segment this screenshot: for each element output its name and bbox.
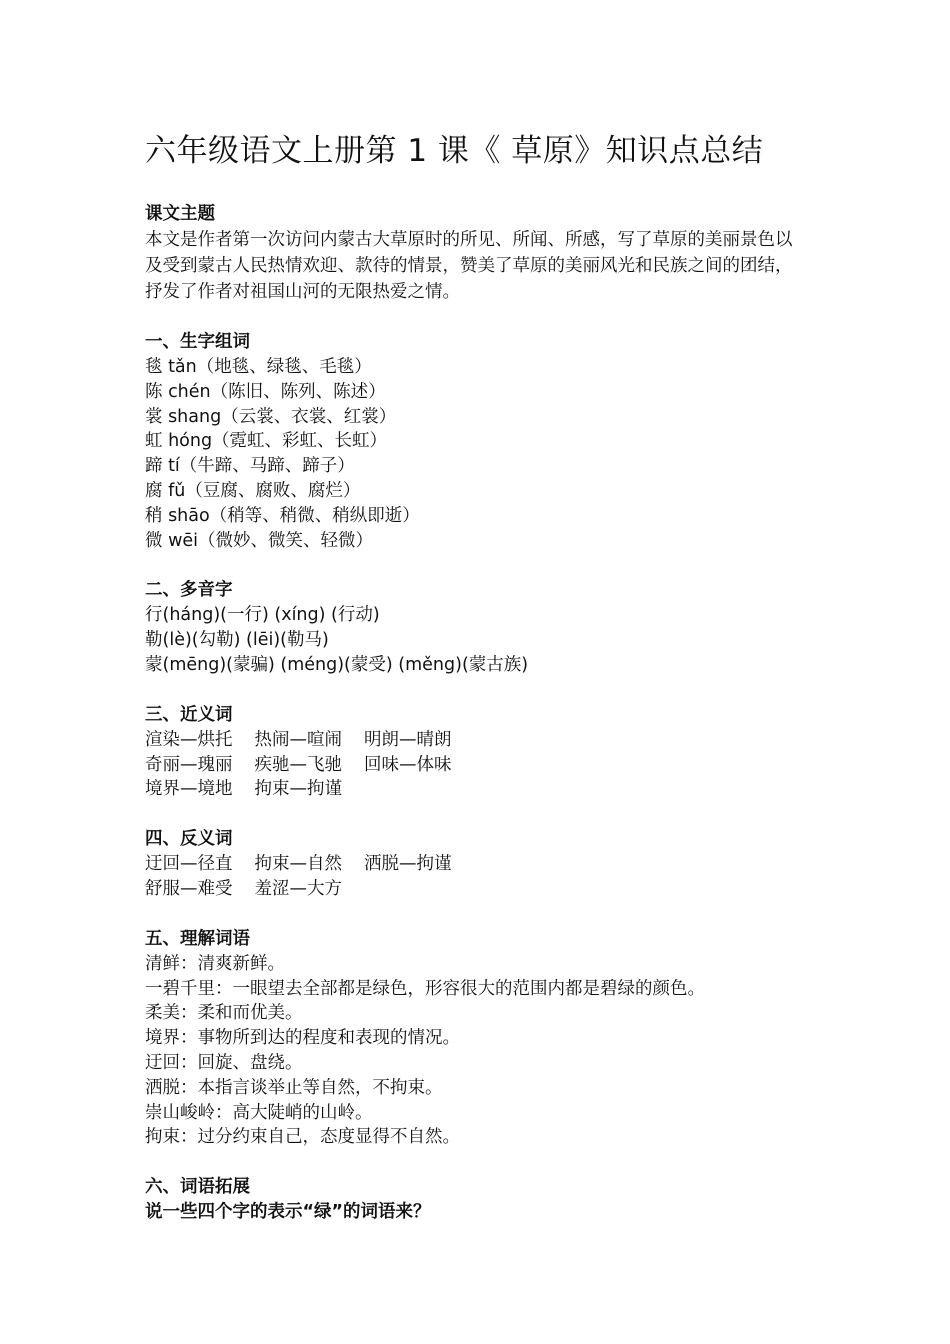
word-pair: 疾驰—飞驰 [254, 754, 342, 775]
word-pair: 奇丽—瑰丽 [145, 754, 233, 775]
document-page [145, 128, 825, 1250]
word-row [145, 728, 825, 753]
polyphone-section [145, 578, 825, 677]
word-meaning-section [145, 927, 825, 1150]
section-heading: 三、近义词 [145, 704, 233, 725]
list-item: 陈 chén（陈旧、陈列、陈述） [145, 381, 386, 402]
list-item: 勒(lè)(勾勒) (lēi)(勒马) [145, 630, 329, 651]
antonyms-section [145, 827, 825, 902]
word-row [145, 753, 825, 778]
word-pair: 羞涩—大方 [254, 878, 342, 899]
list-item: 一碧千里：一眼望去全部都是绿色，形容很大的范围内都是碧绿的颜色。 [145, 978, 705, 999]
word-pair: 热闹—喧闹 [254, 729, 342, 750]
section-heading: 课文主题 [145, 204, 215, 224]
list-item: 蒙(mēng)(蒙骗) (méng)(蒙受) (měng)(蒙古族) [145, 654, 529, 675]
word-pair: 迂回—径直 [145, 854, 233, 875]
list-item: 拘束：过分约束自己，态度显得不自然。 [145, 1127, 460, 1148]
theme-section [145, 202, 825, 305]
word-pair: 明朗—晴朗 [364, 729, 452, 750]
word-pair: 拘束—自然 [254, 854, 342, 875]
word-row [145, 852, 825, 877]
list-item: 崇山峻岭：高大陡峭的山岭。 [145, 1102, 373, 1123]
section-heading: 六、词语拓展 [145, 1177, 250, 1198]
word-pair: 回味—体味 [364, 754, 452, 775]
list-item: 蹄 tí（牛蹄、马蹄、蹄子） [145, 456, 355, 477]
word-row [145, 877, 825, 902]
list-item: 洒脱：本指言谈举止等自然，不拘束。 [145, 1077, 443, 1098]
theme-paragraph: 本文是作者第一次访问内蒙古大草原时的所见、所闻、所感，写了草原的美丽景色以及受到蒙古人民热情欢迎、款待的情景，赞美了草原的美丽风光和民族之间的团结，抒发了作者对祖国山河的无限热爱之情。 [145, 230, 793, 302]
list-item: 境界：事物所到达的程度和表现的情况。 [145, 1028, 460, 1049]
list-item: 迂回：回旋、盘绕。 [145, 1052, 303, 1073]
section-heading: 四、反义词 [145, 829, 233, 850]
section-heading: 二、多音字 [145, 580, 233, 601]
page-title: 六年级语文上册第 1 课《 草原》知识点总结 [145, 133, 764, 169]
list-item: 行(háng)(一行) (xíng) (行动) [145, 605, 380, 626]
word-pair: 拘束—拘谨 [254, 779, 342, 800]
list-item: 腐 fǔ（豆腐、腐败、腐烂） [145, 480, 361, 501]
list-item: 微 wēi（微妙、微笑、轻微） [145, 530, 374, 551]
section-heading: 一、生字组词 [145, 332, 250, 352]
new-characters-section [145, 330, 825, 553]
list-item: 毯 tǎn（地毯、绿毯、毛毯） [145, 357, 372, 377]
synonyms-section [145, 703, 825, 802]
list-item: 柔美：柔和而优美。 [145, 1003, 303, 1024]
vocabulary-extension-section [145, 1175, 825, 1225]
section-heading: 五、理解词语 [145, 928, 250, 949]
list-item: 稍 shāo（稍等、稍微、稍纵即逝） [145, 505, 420, 526]
list-item: 清鲜：清爽新鲜。 [145, 953, 285, 974]
list-item: 虹 hóng（霓虹、彩虹、长虹） [145, 431, 388, 452]
word-pair: 渲染—烘托 [145, 729, 233, 750]
word-pair: 舒服—难受 [145, 878, 233, 899]
word-row [145, 777, 825, 802]
question-text: 说一些四个字的表示“绿”的词语来？ [145, 1202, 431, 1223]
word-pair: 洒脱—拘谨 [364, 854, 452, 875]
list-item: 裳 shang（云裳、衣裳、红裳） [145, 406, 397, 427]
word-pair: 境界—境地 [145, 779, 233, 800]
